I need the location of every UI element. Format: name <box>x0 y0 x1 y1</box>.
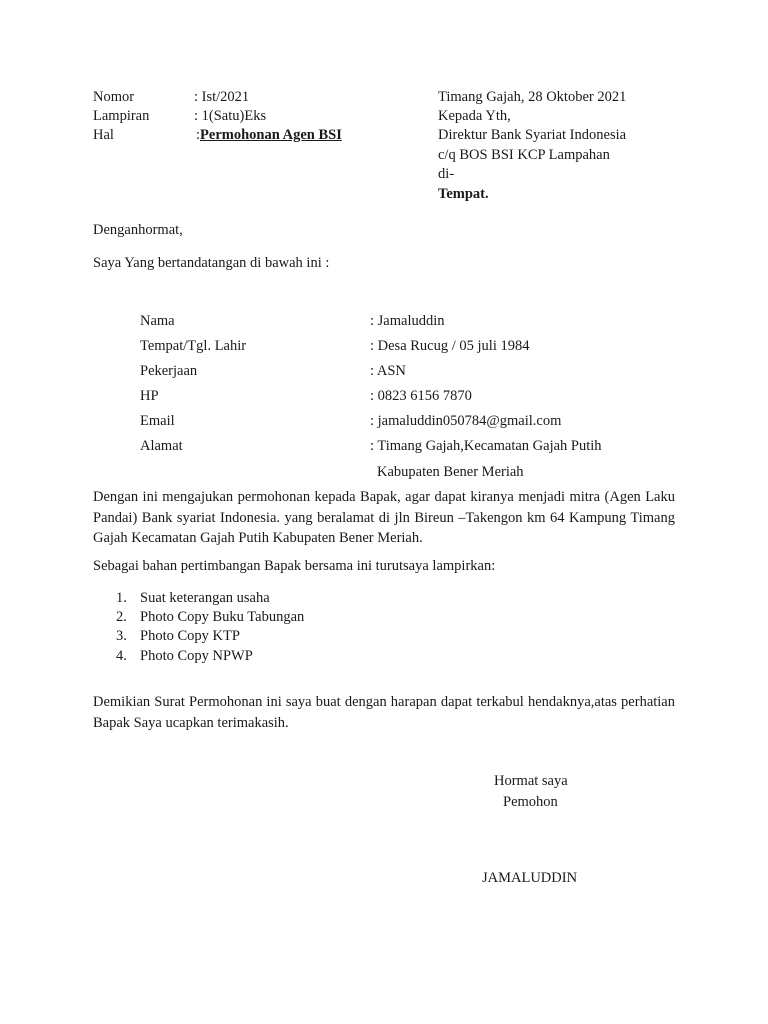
recipient-line2: c/q BOS BSI KCP Lampahan <box>438 147 610 163</box>
identity-label-hp: HP <box>140 388 159 404</box>
hal-subject: Permohonan Agen BSI <box>200 127 342 143</box>
identity-label-pekerjaan: Pekerjaan <box>140 363 198 379</box>
recipient-line4: Tempat. <box>438 186 489 202</box>
identity-value-pekerjaan: : ASN <box>370 363 406 379</box>
identity-value-email: : jamaluddin050784@gmail.com <box>370 413 562 429</box>
identity-value-alamat: : Timang Gajah,Kecamatan Gajah Putih <box>370 438 602 454</box>
hal-colon: : <box>196 127 201 143</box>
recipient-line1: Direktur Bank Syariat Indonesia <box>438 127 627 143</box>
nomor-value: : Ist/2021 <box>194 89 250 105</box>
identity-label-email: Email <box>140 413 175 429</box>
closing-paragraph: Demikian Surat Permohonan ini saya buat dengan harapan dapat terkabul hendaknya,atas perhatian Bapak Saya ucapkan terimakasih. <box>93 694 675 731</box>
identity-value-alamat-line2: Kabupaten Bener Meriah <box>377 464 524 480</box>
attachment-number: 4. <box>116 648 127 664</box>
identity-label-alamat: Alamat <box>140 438 183 454</box>
greeting: Denganhormat, <box>93 222 183 238</box>
hal-value-line <box>196 126 342 144</box>
recipient-line3: di- <box>438 166 455 182</box>
identity-value-nama: : Jamaluddin <box>370 313 445 329</box>
identity-label-nama: Nama <box>140 313 175 329</box>
attachment-item: Photo Copy KTP <box>140 628 240 644</box>
attachment-item: Suat keterangan usaha <box>140 590 270 606</box>
lampiran-label: Lampiran <box>93 108 150 124</box>
identity-value-hp: : 0823 6156 7870 <box>370 388 472 404</box>
attachment-number: 3. <box>116 628 127 644</box>
identity-value-ttl: : Desa Rucug / 05 juli 1984 <box>370 338 530 354</box>
attachments-intro: Sebagai bahan pertimbangan Bapak bersama ini turutsaya lampirkan: <box>93 558 496 574</box>
body-paragraph: Dengan ini mengajukan permohonan kepada Bapak, agar dapat kiranya menjadi mitra (Agen Laku Pandai) Bank syariat Indonesia. yang beralamat di jln Bireun –Takengon km 64 Kampung Timang Gajah Kecamatan Gajah Putih Kabupaten Bener Meriah. <box>93 489 675 546</box>
nomor-label: Nomor <box>93 89 135 105</box>
signature-role: Pemohon <box>503 794 558 810</box>
place-date: Timang Gajah, 28 Oktober 2021 <box>438 89 627 105</box>
attachment-item: Photo Copy Buku Tabungan <box>140 609 305 625</box>
attachment-number: 1. <box>116 590 127 606</box>
intro-text: Saya Yang bertandatangan di bawah ini : <box>93 255 330 271</box>
attachment-number: 2. <box>116 609 127 625</box>
hal-label: Hal <box>93 127 114 143</box>
lampiran-value: : 1(Satu)Eks <box>194 108 267 124</box>
attachment-item: Photo Copy NPWP <box>140 648 253 664</box>
identity-label-ttl: Tempat/Tgl. Lahir <box>140 338 247 354</box>
recipient-kepada: Kepada Yth, <box>438 108 511 124</box>
signature-hormat: Hormat saya <box>494 773 568 789</box>
signature-name: JAMALUDDIN <box>482 870 578 886</box>
